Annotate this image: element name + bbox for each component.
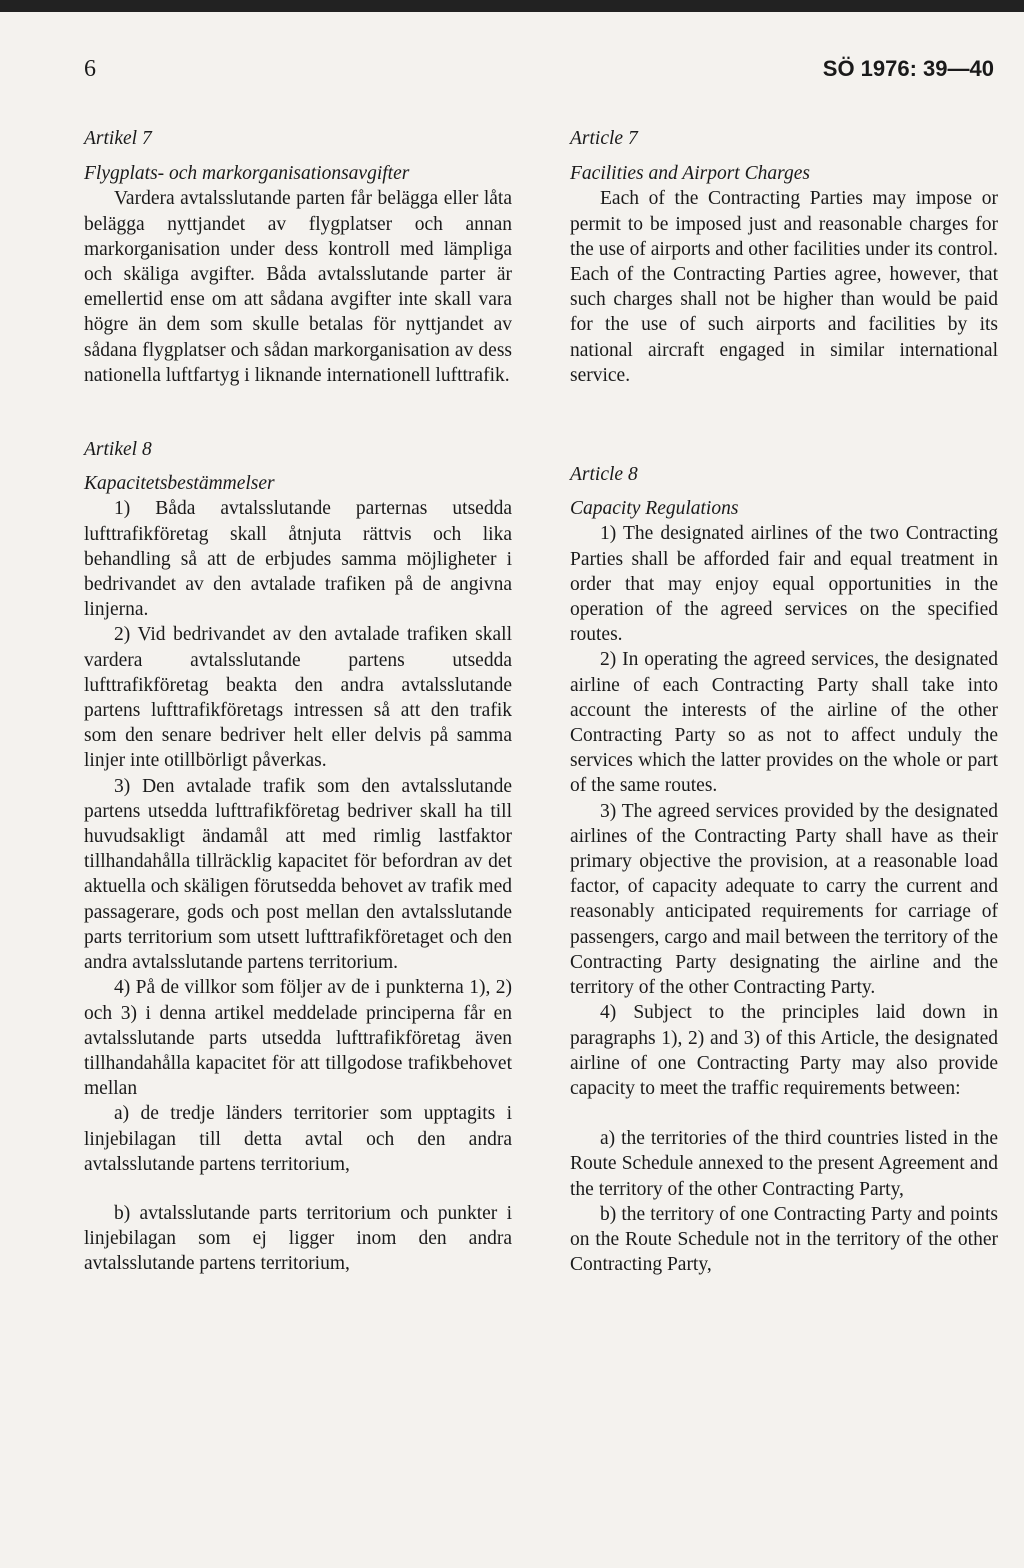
article-7-text-en: Each of the Contracting Parties may impose or permit to be imposed just and reasonable charges for the use of airports and other facilities under its control. Each of the Contracting Parties agree, however, that such charges shall not be higher than would be paid for the use of such airports and facilities by its national aircraft engaged in similar international service. [570,188,998,386]
article-8-p4-en: 4) Subject to the principles laid down in paragraphs 1), 2) and 3) of this Article, the designated airline of one Contracting Party may also provide capacity to meet the traffic requirements between: [570,1002,998,1099]
article-8-title-sv: Artikel 8 [84,439,152,461]
article-7-title-en: Article 7 [570,128,638,149]
article-7-title-sv: Artikel 7 [84,128,152,149]
article-7-subtitle-sv: Flygplats- och markorganisationsavgifter [84,163,410,185]
article-8-p3-en: 3) The agreed services provided by the designated airlines of the Contracting Party shall have as their primary objective the provision, at a reasonable load factor, of capacity adequate to carry the current and reasonably anticipated requirements for carriage of passengers, cargo and mail between the territory of the Contracting Party designating the airline and the territory of the other Contracting Party. [570,800,998,999]
article-8-p2-sv: 2) Vid bedrivandet av den avtalade trafiken skall vardera avtalsslutande partens utsedda lufttrafikföretag beakta den andra avtalsslutande partens lufttrafikföretags intressen så att den trafik som den senare bedriver helt eller delvis på samma linjer inte otillbörligt påverkas. [84,624,512,772]
article-8-item-a-en: a) the territories of the third countries listed in the Route Schedule annexed to the present Agreement and the territory of the other Contracting Party, [570,1128,998,1200]
article-7-subtitle-en: Facilities and Airport Charges [570,163,810,185]
article-8-item-b-en: b) the territory of one Contracting Party and points on the Route Schedule not in the territory of the other Contracting Party, [570,1203,998,1276]
document-reference: SÖ 1976: 39—40 [822,56,994,81]
article-8-p3-sv: 3) Den avtalade trafik som den avtalsslutande partens utsedda lufttrafikföretag bedriver skall ha till huvudsakligt ändamål att med rimlig lastfaktor tillhandahålla tillräcklig kapacitet för befordran av det aktuella och skäligen förutsedda behovet av trafik med passagerare, gods och post mellan den avtalsslutande parts territorium som utsett lufttrafikföretaget och den andra avtalsslutande partens territorium. [84,775,512,974]
article-8-subtitle-sv: Kapacitetsbestämmelser [84,473,275,495]
article-8-title-en: Article 8 [570,464,638,486]
article-8-p2-en: 2) In operating the agreed services, the designated airline of each Contracting Party shall take into account the interests of the airline of the other Contracting Party so as not to affect unduly the services which the latter provides on the whole or part of the same routes. [570,649,998,797]
page-number: 6 [84,56,96,82]
article-8-item-a-sv: a) de tredje länders territorier som upptagits i linjebilagan till detta avtal och den andra avtalsslutande partens territorium, [84,1103,512,1175]
article-8-p1-en: 1) The designated airlines of the two Contracting Parties shall be afforded fair and equal treatment in order that may enjoy equal opportunities in the operation of the agreed services on the specified routes. [570,523,998,646]
article-8-subtitle-en: Capacity Regulations [570,498,739,520]
article-8-item-b-sv: b) avtalsslutande parts territorium och punkter i linjebilagan som ej ligger inom den andra avtalsslutande partens territorium, [84,1202,512,1275]
swedish-column [84,120,512,1277]
english-column [570,120,998,1277]
article-8-p4-sv: 4) På de villkor som följer av de i punkterna 1), 2) och 3) i denna artikel meddelade principerna får en avtalsslutande parts utsedda lufttrafikföretag även tillhandahålla kapacitet för att tillgodose trafikbehovet mellan [84,977,512,1100]
top-border [0,0,1024,12]
article-7-text-sv: Vardera avtalsslutande parten får belägga eller låta belägga nyttjandet av flygplatser och annan markorganisation under dess kontroll med lämpliga och skäliga avgifter. Båda avtalsslutande parter är emellertid ense om att sådana avgifter inte skall vara högre än dem som skulle betalas för nyttjandet av sådana flygplatser och sådan markorganisation av dess nationella luftfartyg i liknande internationell lufttrafik. [84,188,512,386]
article-8-p1-sv: 1) Båda avtalsslutande parternas utsedda lufttrafikföretag skall åtnjuta rättvis och lika behandling så att de erbjudes samma möjligheter i bedrivandet av den avtalade trafiken på de angivna linjerna. [84,498,512,621]
